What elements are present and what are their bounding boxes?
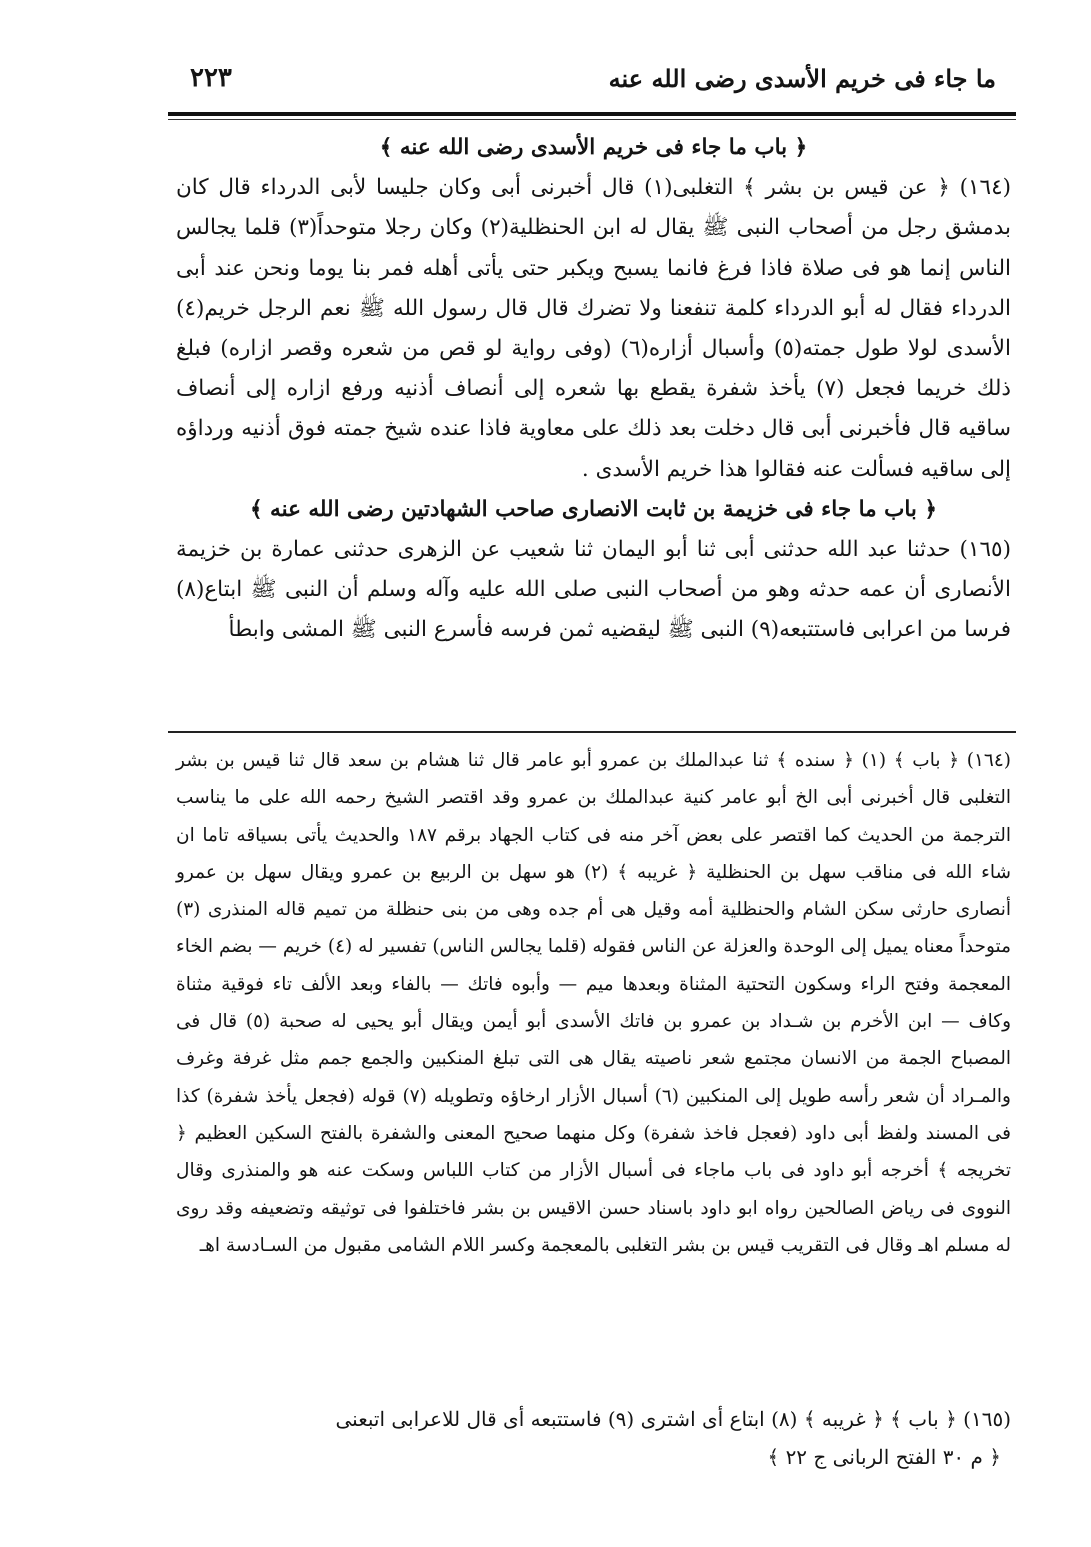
main-text xyxy=(176,128,1011,651)
header-rule xyxy=(168,112,1016,116)
running-title: ما جاء فى خريم الأسدى رضى الله عنه xyxy=(608,63,996,93)
chapter-heading-khuzaymah: ﴿ باب ما جاء فى خزيمة بن ثابت الانصارى صاحب الشهادتين رضى الله عنه ﴾ xyxy=(249,496,938,522)
commentary-164: (١٦٤) ﴿ باب ﴾ (١) ﴿ سنده ﴾ ثنا عبدالملك بن عمرو أبو عامر قال ثنا هشام بن سعد قال ثنا قيس بن بشر التغلبى قال أخبرنى أبى الخ أبو عامر كنية عبدالملك بن عمرو وقد اقتصر الشيخ رحمه الله على ما يناسب الترجمة من الحديث كما اقتصر على بعض آخر منه فى كتاب الجهاد برقم ١٨٧ والحديث يأتى بسياقه تاما ان شاء الله فى مناقب سهل بن الحنظلية ﴿ غريبه ﴾ (٢) هو سهل بن الربيع بن عمرو ويقال سهل بن عمرو أنصارى حارثى سكن الشام والحنظلية أمه وقيل هى أم جده وهى من بنى حنظلة من تميم قاله المنذرى (٣) متوحداً معناه يميل إلى الوحدة والعزلة عن الناس فقوله (قلما يجالس الناس) تفسير له (٤) خريم — بضم الخاء المعجمة وفتح الراء وسكون التحتية المثناة وبعدها ميم — وأبوه فاتك — بالفاء وبعد الألف تاء فوقية مثناة وكاف — ابن الأخرم بن شـداد بن عمرو بن فاتك الأسدى أبو أيمن ويقال أبو يحيى له صحبة (٥) قال فى المصباح الجمة من الانسان مجتمع شعر ناصيته يقال هى التى تبلغ المنكبين والجمع جمم مثل غرفة وغرف والمـراد أن شعر رأسه طويل إلى المنكبين (٦) أسبال الأزار ارخاؤه وتطويله (٧) قوله (فجعل يأخذ شفرة) كذا فى المسند ولفظ أبى داود (فعجل فاخذ شفرة) وكل منهما صحيح المعنى والشفرة بالفتح السكين العظيم ﴿ تخريجه ﴾ أخرجه أبو داود فى باب ماجاء فى أسبال الأزار من كتاب اللباس وسكت عنه هو والمنذرى وقال النووى فى رياض الصالحين رواه ابو داود باسناد حسن الاقيس بن بشر فاختلفوا فى توثيقه وتضعيفه وقد روى له مسلم اهـ وقال فى التقريب قيس بن بشر التغلبى بالمعجمة وكسر اللام الشامى مقبول من السـادسة اهـ xyxy=(176,750,1012,1256)
page-header xyxy=(190,58,996,98)
hadith-165: (١٦٥) حدثنا عبد الله حدثنى أبى ثنا أبو اليمان ثنا شعيب عن الزهرى حدثنى عمارة بن خزيمة الأنصارى أن عمه حدثه وهو من أصحاب النبى صلى الله عليه وآله وسلم أن النبى ﷺ ابتاع(٨) فرسا من اعرابى فاستتبعه(٩) النبى ﷺ ليقضيه ثمن فرسه فأسرع النبى ﷺ المشى وابطأ xyxy=(176,537,1011,643)
footnote-separator xyxy=(168,731,1016,733)
hadith-164: (١٦٤) ﴿ عن قيس بن بشر ﴾ التغلبى(١) قال أخبرنى أبى وكان جليسا لأبى الدرداء قال كان بدمشق رجل من أصحاب النبى ﷺ يقال له ابن الحنظلية(٢) وكان رجلا متوحداً(٣) قلما يجالس الناس إنما هو فى صلاة فاذا فرغ فانما يسبح ويكبر حتى يأتى أهله فمر بنا يوما ونحن عند أبى الدرداء فقال له أبو الدرداء كلمة تنفعنا ولا تضرك قال قال رسول الله ﷺ نعم الرجل خريم(٤) الأسدى لولا طول جمته(٥) وأسبال أزاره(٦) (وفى رواية لو قص من شعره وقصر ازاره) فبلغ ذلك خريما فجعل (٧) يأخذ شفرة يقطع بها شعره إلى أنصاف أذنيه ورفع ازاره إلى أنصاف ساقيه قال فأخبرنى أبى قال دخلت بعد ذلك على معاوية فاذا عنده شيخ جمته فوق أذنيه ورداؤه إلى ساقيه فسألت عنه فقالوا هذا خريم الأسدى . xyxy=(176,175,1012,482)
commentary-165 xyxy=(176,1400,1011,1476)
commentary-notes xyxy=(176,742,1011,1264)
chapter-heading-khuraym: ﴿ باب ما جاء فى خريم الأسدى رضى الله عنه ﴾ xyxy=(379,135,808,160)
page-number: ٢٢٣ xyxy=(190,63,232,93)
commentary-165-line: (١٦٥) ﴿ باب ﴾ ﴿ غريبه ﴾ (٨) ابتاع أى اشترى (٩) فاستتبعه أى قال للاعرابى اتبعنى xyxy=(335,1407,1011,1431)
volume-signature: ﴿ م ٣٠ الفتح الربانى ج ٢٢ ﴾ xyxy=(767,1445,1001,1469)
header-rule-thin xyxy=(168,119,1016,120)
